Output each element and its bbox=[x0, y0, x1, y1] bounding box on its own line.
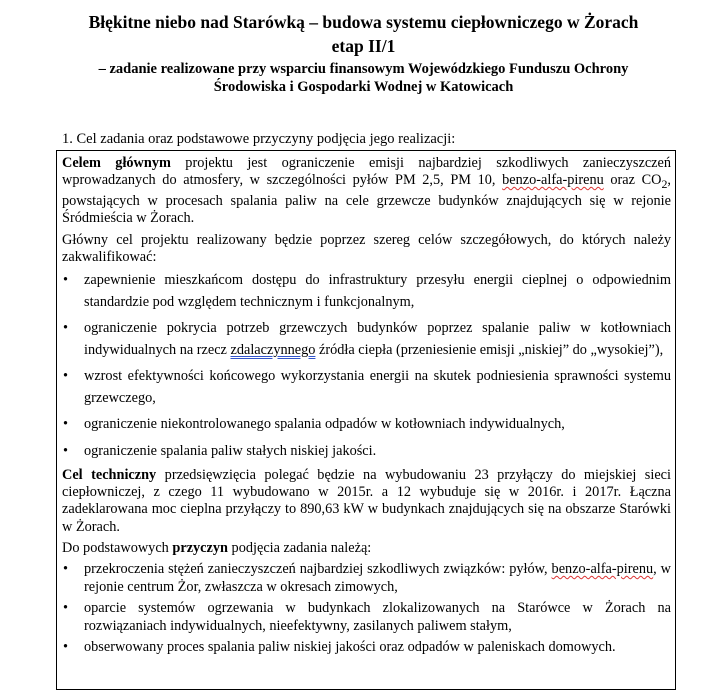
goal-text-3: wzrost efektywności końcowego wykorzystania energii na skutek podniesienia sprawności systemu grzewczego, bbox=[84, 368, 671, 406]
reasons-intro-a: Do podstawowych bbox=[62, 539, 173, 556]
reasons-label: przyczyn bbox=[172, 539, 228, 556]
reason-text-2: oparcie systemów ogrzewania w budynkach zlokalizowanych na Starówce w Żorach na rozwiązaniach indywidualnych, nieefektywny, zasilanych paliwem stałym, bbox=[84, 600, 671, 634]
list-item bbox=[62, 318, 671, 361]
specific-goals-list bbox=[62, 270, 671, 462]
content-body bbox=[62, 155, 671, 661]
main-goal-text-b: oraz CO bbox=[603, 172, 662, 189]
list-item bbox=[62, 366, 671, 409]
bullet-icon: • bbox=[63, 639, 69, 656]
title-line-2: etap II/1 bbox=[331, 36, 396, 56]
list-item bbox=[62, 441, 671, 463]
technical-goal-label: Cel techniczny bbox=[62, 467, 157, 484]
goal-text-2a: ograniczenie pokrycia potrzeb grzewczych budynków poprzez spalanie paliw w kotłowniach indywidualnych na rzecz bbox=[84, 320, 671, 358]
document-title bbox=[40, 10, 687, 58]
bullet-icon: • bbox=[63, 320, 69, 337]
reason-text-1b: , w rejonie centrum Żor, zwłaszcza w okresach zimowych, bbox=[84, 561, 671, 595]
goal-text-5: ograniczenie spalania paliw stałych niskiej jakości. bbox=[84, 442, 377, 459]
bullet-icon: • bbox=[63, 442, 69, 459]
reason-text-3: obserwowany proces spalania paliw niskiej jakości oraz odpadów w paleniskach domowych. bbox=[84, 639, 616, 656]
list-item bbox=[62, 561, 671, 596]
document-subtitle bbox=[40, 60, 687, 96]
bullet-icon: • bbox=[63, 368, 69, 385]
list-item bbox=[62, 639, 671, 657]
technical-goal-paragraph bbox=[62, 467, 671, 536]
reasons-list bbox=[62, 561, 671, 657]
specific-goals-intro: Główny cel projektu realizowany będzie poprzez szereg celów szczegółowych, do których należy zakwalifikować: bbox=[62, 231, 671, 265]
co2-subscript: 2 bbox=[661, 177, 668, 192]
subtitle-line-1: – zadanie realizowane przy wsparciu finansowym Wojewódzkiego Funduszu Ochrony bbox=[98, 61, 629, 77]
goal-text-2b: źródła ciepła (przeniesienie emisji „niskiej” do „wysokiej”), bbox=[315, 341, 664, 358]
section-heading: 1. Cel zadania oraz podstawowe przyczyny podjęcia jego realizacji: bbox=[62, 131, 456, 147]
bullet-icon: • bbox=[63, 561, 69, 578]
reason-text-1a: przekroczenia stężeń zanieczyszczeń najbardziej szkodliwych związków: pyłów, bbox=[84, 561, 552, 578]
main-goal-label: Celem głównym bbox=[62, 155, 171, 171]
bullet-icon: • bbox=[63, 600, 69, 617]
main-goal-paragraph bbox=[62, 155, 671, 228]
main-goal-text-a: projektu jest ograniczenie emisji najbardziej szkodliwych zanieczyszczeń wprowadzanych do atmosfery, w szczególności pyłów PM 2,5, PM 10, bbox=[62, 155, 672, 189]
title-line-1: Błękitne niebo nad Starówką – budowa systemu ciepłowniczego w Żorach bbox=[88, 12, 639, 32]
spelling-flag-benzo-2: benzo-alfa-pirenu bbox=[551, 561, 654, 578]
bullet-icon: • bbox=[63, 272, 69, 289]
goal-text-1: zapewnienie mieszkańcom dostępu do infrastruktury przesyłu energii cieplnej o odpowiednim standardzie pod względem technicznym i funkcjonalnym, bbox=[84, 272, 671, 310]
technical-goal-text: przedsięwzięcia polegać będzie na wybudowaniu 23 przyłączy do miejskiej sieci ciepłowniczej, z czego 11 wybudowano w 2015r. a 12 wybuduje się w 2016r. i 2017r. Łączna zadeklarowana moc cieplna przyłączy to 890,63 kW w budynkach znajdujących się na obszarze Starówki w Żorach. bbox=[62, 467, 671, 535]
reasons-intro bbox=[62, 540, 671, 557]
spelling-flag-benzo: benzo-alfa-pirenu bbox=[502, 172, 604, 189]
bullet-icon: • bbox=[63, 416, 69, 433]
subtitle-line-2: Środowiska i Gospodarki Wodnej w Katowicach bbox=[213, 79, 514, 95]
list-item bbox=[62, 414, 671, 436]
spelling-flag-zdalaczynnego: zdalaczynnego bbox=[230, 341, 316, 358]
goal-text-4: ograniczenie niekontrolowanego spalania odpadów w kotłowniach indywidualnych, bbox=[84, 416, 565, 433]
reasons-intro-b: podjęcia zadania należą: bbox=[227, 539, 372, 556]
list-item bbox=[62, 270, 671, 313]
list-item bbox=[62, 600, 671, 635]
main-goal-text-c: , powstających w procesach spalania paliw na cele grzewcze budynków znajdujących się w rejonie Śródmieścia w Żorach. bbox=[62, 172, 671, 227]
